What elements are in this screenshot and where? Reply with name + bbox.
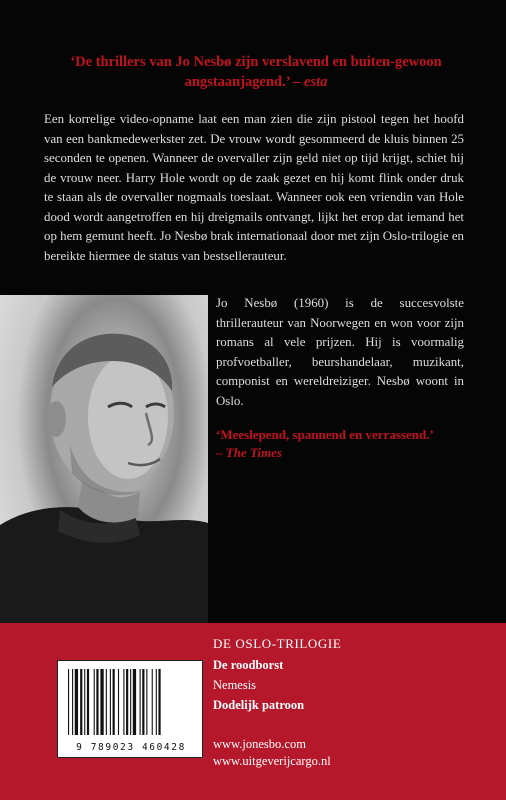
review-quote-text: ‘Meeslepend, spannend en verrassend.’: [216, 427, 434, 442]
top-quote: [56, 52, 456, 92]
website-publisher[interactable]: www.uitgeverijcargo.nl: [213, 754, 331, 768]
trilogy-item-nemesis: Nemesis: [213, 678, 257, 692]
review-quote: [216, 426, 466, 462]
synopsis-text: Een korrelige video-opname laat een man zien die zijn pistool tegen het hoofd van een bankmedewerkster zet. De vrouw wordt gesommeerd de kluis binnen 25 seconden te openen. Wanneer de overvaller zijn geld niet op tijd krijgt, schiet hij de vrouw neer. Harry Hole wordt op de zaak gezet en hij komt flink onder druk te staan als de overvaller nogmaals toeslaat. Wanneer ook een vriendin van Hole dood wordt aangetroffen en hij dreigmails ontvangt, lijkt het erop dat iemand het op hem gemunt heeft. Jo Nesbø brak internationaal door met zijn Oslo-trilogie en bereikte hiermee de status van bestsellerauteur.: [44, 112, 464, 263]
author-bio: Jo Nesbø (1960) is de succesvolste thrillerauteur van Noorwegen en won voor zijn romans al vele prijzen. Hij is voormalig profvoetballer, beurshandelaar, muzikant, componist en wereldreiziger. Nesbø woont in Oslo.: [216, 296, 464, 408]
trilogy-list: [213, 636, 473, 715]
top-quote-source: – esta: [293, 74, 328, 90]
trilogy-item-roodborst: De roodborst: [213, 658, 284, 672]
trilogy-item-dodelijk-patroon: Dodelijk patroon: [213, 698, 305, 712]
top-quote-text: ‘De thrillers van Jo Nesbø zijn verslavend en buiten-gewoon angstaanjagend.’: [70, 54, 442, 90]
barcode-bars-icon: [66, 669, 194, 739]
author-photo: [0, 295, 208, 623]
barcode-number: 9 789023 460428: [76, 742, 186, 753]
website-author[interactable]: www.jonesbo.com: [213, 737, 306, 751]
isbn-barcode: [57, 660, 203, 758]
website-links: [213, 736, 331, 770]
trilogy-heading: DE OSLO-TRILOGIE: [213, 636, 342, 651]
review-quote-source: – The Times: [216, 445, 282, 460]
